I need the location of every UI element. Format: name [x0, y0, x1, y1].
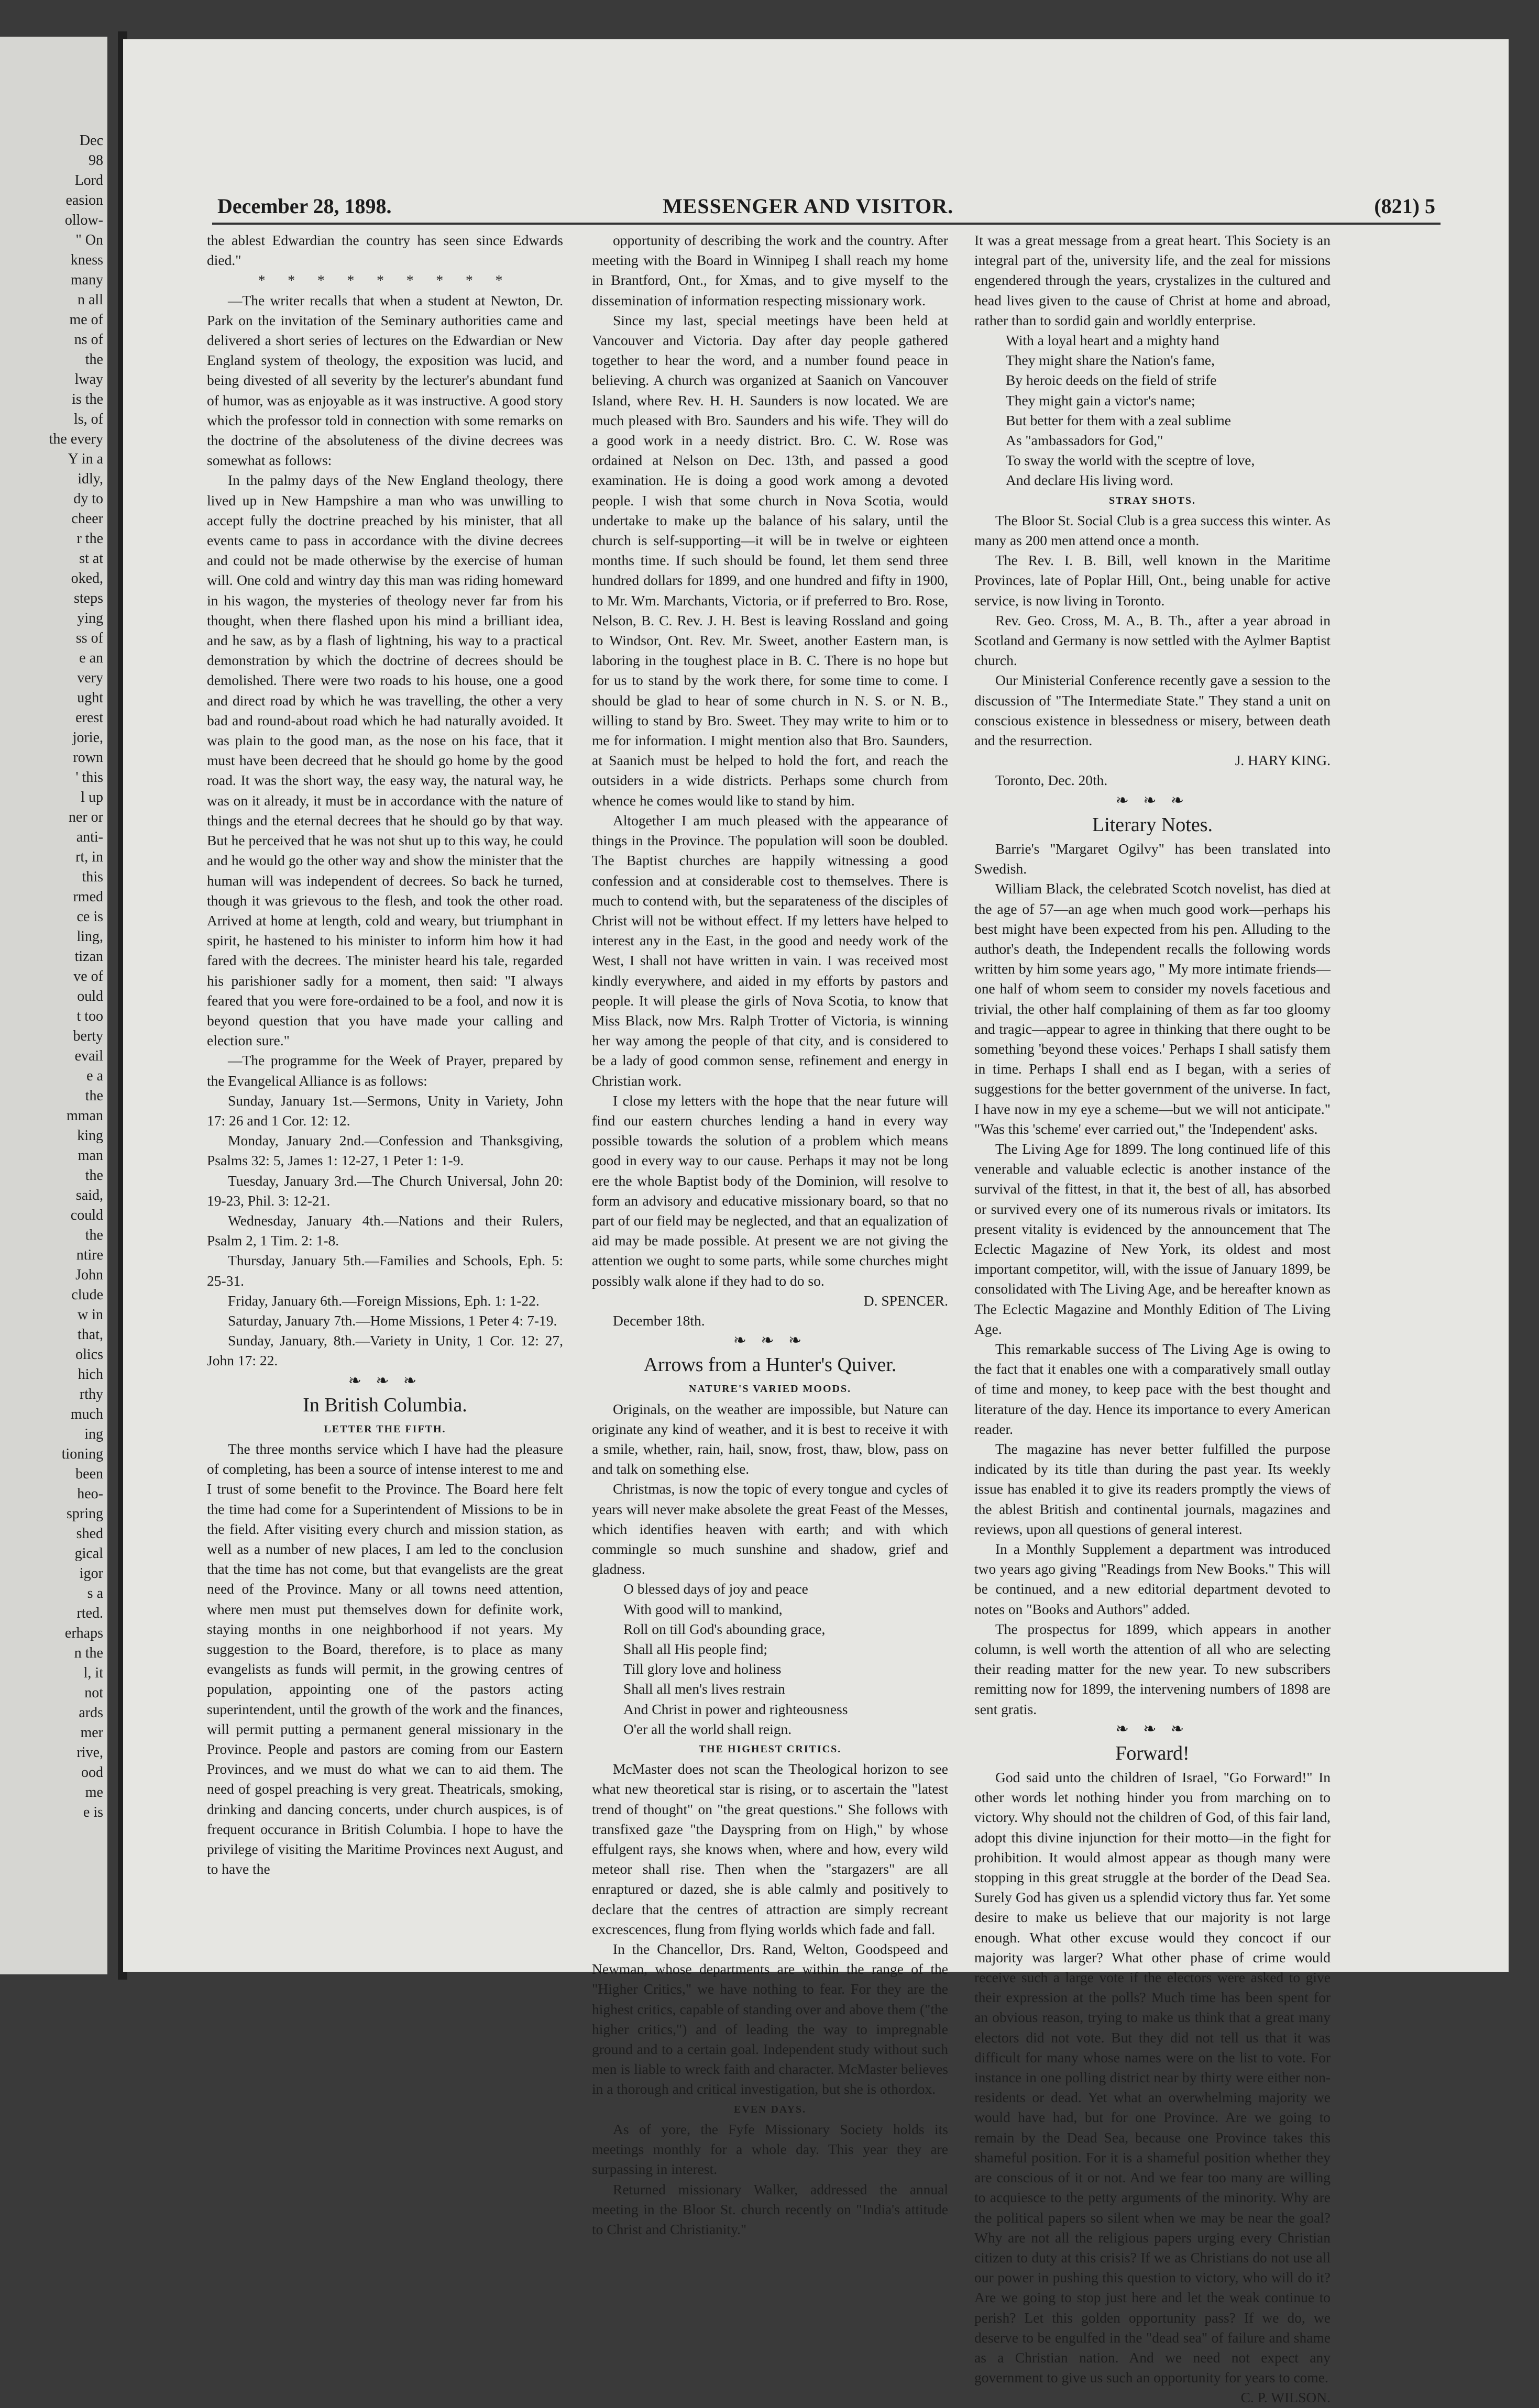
- ornament: ❧ ❧ ❧: [348, 1372, 422, 1389]
- article-paragraph: In a Monthly Supplement a department was introduced two years ago giving "Readings from New Books." This will be continued, and a new editorial department devoted to notes on "Books and Authors" added.: [974, 1541, 1331, 1617]
- section-subheading: EVEN DAYS.: [733, 2103, 807, 2115]
- adjacent-text-fragment: ying: [77, 610, 103, 626]
- article-paragraph: This remarkable success of The Living Age is owing to the fact that it enables one with a comparatively small outlay of time and money, to keep pace with the best thought and literature of the day. Hence its importance to every American reader.: [974, 1340, 1331, 1437]
- verse-line: By heroic deeds on the field of strife: [1006, 372, 1217, 389]
- adjacent-text-fragment: ss of: [75, 630, 103, 646]
- adjacent-text-fragment: the every: [49, 431, 103, 447]
- page-number: (821) 5: [1374, 194, 1435, 218]
- col1-intro: the ablest Edwardian the country has seen since Edwards died.": [207, 232, 563, 269]
- article-heading-forward: Forward!: [1115, 1742, 1190, 1765]
- adjacent-text-fragment: could: [70, 1207, 103, 1223]
- article-paragraph: William Black, the celebrated Scotch novelist, has died at the age of 57—an age when much good work—perhaps his best might have been expected from his pen. Alluding to the author's death, the Independent recalls the following words written by him some years ago, " My more intimate friends—one half of whom seem to consider my novels facetious and trivial, the other half complaining of them as far too gloomy and tragic—appear to agree in thinking that there ought to be something 'beyond these voices.' Perhaps I shall satisfy them in time. Perhaps I shall end as I began, with a series of suggestions for the better government of the universe. In fact, I have now in my eye a scheme—but we will not anticipate." "Was this 'scheme' ever carried out," the 'Independent' asks.: [974, 880, 1331, 1137]
- adjacent-text-fragment: anti-: [76, 829, 103, 845]
- adjacent-text-fragment: ould: [77, 988, 103, 1004]
- ornament: ❧ ❧ ❧: [1115, 791, 1190, 809]
- verse-line: To sway the world with the sceptre of love,: [1006, 452, 1255, 469]
- adjacent-text-fragment: e a: [86, 1068, 103, 1084]
- adjacent-text-fragment: is the: [72, 391, 103, 407]
- article-paragraph: The three months service which I have had the pleasure of completing, has been a source of intense interest to me and I trust of some benefit to the Province. The Board here felt the time had come for a Superintendent of Missions to be in the field. After visiting every church and mission station, as well as a number of new places, I am led to the conclusion that the time has not come, but that evangelists are the great need of the Province. Many or all towns need attention, where men must put themselves down for definite work, staying months in one neighborhood if not years. My suggestion to the Board, therefore, is to place as many evangelists as funds will permit, in the growing centres of population, appointing one of the pastors acting superintendent, until the growth of the work and the finances, will permit putting a permanent general missionary in the Province. People and pastors are coming from our Eastern Provinces, and we must do what we can to aid them. The need of gospel preaching is very great. Theatricals, smoking, drinking and dancing concerts, under church auspices, is of frequent occurance in British Columbia. I hope to have the privilege of visiting the Maritime Provinces next August, and to have the: [207, 1440, 563, 1877]
- adjacent-text-fragment: that,: [78, 1327, 103, 1343]
- adjacent-text-fragment: kness: [70, 252, 103, 268]
- article-paragraph: As of yore, the Fyfe Missionary Society holds its meetings monthly for a whole day. This year they are surpassing in interest.: [592, 2120, 948, 2178]
- adjacent-text-fragment: rmed: [73, 889, 103, 905]
- article-paragraph: —The writer recalls that when a student at Newton, Dr. Park on the invitation of the Seminary authorities came and delivered a short series of lectures on the Edwardian or New England system of theology, the exposition was lucid, and being divested of all severity by the lecturer's abundant fund of humor, was as enjoyable as it was instructive. A good story which the professor told in connection with some remarks on the doctrine of the absoluteness of the divine decrees was somewhat as follows:: [207, 292, 563, 469]
- adjacent-text-fragment: been: [75, 1466, 103, 1482]
- article-paragraph: The Bloor St. Social Club is a grea success this winter. As many as 200 men attend once a month.: [974, 512, 1331, 549]
- article-subheading: LETTER THE FIFTH.: [324, 1423, 446, 1435]
- article-paragraph: The Rev. I. B. Bill, well known in the Maritime Provinces, late of Poplar Hill, Ont., being unable for active service, is now living in Toronto.: [974, 552, 1331, 609]
- article-paragraph: Altogether I am much pleased with the appearance of things in the Province. The population will soon be doubled. The Baptist churches are happily witnessing a good confession and at considerable cost to themselves. There is much to contend with, but the separateness of the disciples of Christ will not be without effect. If my letters have helped to interest any in the East, in the good and needy work of the West, I shall not have written in vain. I was received most kindly everywhere, and aided in my efforts by pastors and people. It will please the girls of Nova Scotia, to know that Miss Black, now Mrs. Ralph Trotter of Victoria, is winning her way among the people of that city, and is considered to be a lady of good common sense, refinement and energy in Christian work.: [592, 812, 948, 1089]
- adjacent-text-fragment: l up: [81, 789, 103, 805]
- article-paragraph: In the Chancellor, Drs. Rand, Welton, Goodspeed and Newman, whose departments are within the range of the "Higher Critics," we have nothing to fear. For they are the highest critics, capable of standing over and above them ("the higher critics,") and of leading the way to impregnable ground and to a certain goal. Independent study without such men is liable to wreck faith and character. McMaster believes in a thorough and critical investigation, but she is othordox.: [592, 1941, 948, 2097]
- article-paragraph: In the palmy days of the New England theology, there lived up in New Hampshire a man who was unwilling to accept fully the doctrine preached by his minister, that all events came to pass in accordance with the divine decrees and could not be made otherwise by the exercise of human will. One cold and wintry day this man was riding homeward in his wagon, the mysteries of theology never far from his thought, when there flashed upon his mind a brilliant idea, and he saw, as by a flash of lightning, his way to a practical demonstration by which the doctrine of decrees should be demolished. There were two roads to his house, one a good and direct road by which he was travelling, the other a very bad and round-about road which he had naturally avoided. It was plain to the good man, as the nose on his face, that it must have been decreed that he should go home by the good road. It was the short way, the easy way, the natural way, he was on it already, it must be in accordance with the nature of things and the eternal decrees that he should go by that way. But he perceived that he was not shut up to this way, he could and he would go the other way and show the minister that the human will was independent of decrees. So back he turned, though it was grievous to the flesh, and took the other road. Arrived at home at length, cold and weary, but triumphant in spirit, he hastened to his minister to inform him how it had fared with the decrees. The minister heard his tale, regarded his parishioner sadly for a moment, then said: "I always feared that you were fore-ordained to be a fool, and now it is beyond question that you have made your calling and election sure.": [207, 472, 563, 1049]
- adjacent-text-fragment: steps: [74, 590, 103, 606]
- ornament: ❧ ❧ ❧: [733, 1332, 807, 1350]
- adjacent-text-fragment: me: [85, 1784, 103, 1801]
- adjacent-text-fragment: the: [85, 1167, 103, 1184]
- article-heading-arrows: Arrows from a Hunter's Quiver.: [643, 1354, 897, 1376]
- adjacent-text-fragment: l, it: [83, 1665, 103, 1681]
- adjacent-text-fragment: the: [85, 1227, 103, 1243]
- verse-line: And Christ in power and righteousness: [623, 1700, 848, 1717]
- article-paragraph: Our Ministerial Conference recently gave a session to the discussion of "The Intermediate State." They stand a unit on conscious existence in blessedness or misery, between death and the resurrection.: [974, 672, 1331, 749]
- verse-line: With a loyal heart and a mighty hand: [1006, 332, 1219, 349]
- signature: C. P. WILSON.: [1240, 2389, 1331, 2406]
- article-paragraph: Christmas, is now the topic of every tongue and cycles of years will never make absolete the great Feast of the Messes, which identifies heaven with earth; and with which commingle so much sunshine and shadow, grief and gladness.: [592, 1481, 948, 1577]
- letter-dateline: December 18th.: [613, 1312, 705, 1329]
- adjacent-text-fragment: heo-: [77, 1486, 103, 1502]
- adjacent-text-fragment: e is: [83, 1804, 103, 1820]
- adjacent-text-fragment: the: [85, 1088, 103, 1104]
- adjacent-text-fragment: many: [70, 272, 103, 288]
- adjacent-text-fragment: ing: [84, 1426, 103, 1442]
- article-paragraph: —The programme for the Week of Prayer, prepared by the Evangelical Alliance is as follows:: [207, 1052, 563, 1089]
- column-3: [974, 230, 1331, 2408]
- article-paragraph: Saturday, January 7th.—Home Missions, 1 Peter 4: 7-19.: [228, 1312, 557, 1329]
- verse-line: O blessed days of joy and peace: [623, 1581, 808, 1597]
- verse-line: Shall all His people find;: [623, 1641, 767, 1658]
- adjacent-text-fragment: mman: [67, 1108, 103, 1124]
- article-paragraph: God said unto the children of Israel, "Go Forward!" In other words let nothing hinder you from marching on to victory. Why should not the children of God, of this fair land, adopt this divine injunction for their motto—in the fight for prohibition. It would almost appear as though many were stopping in this great struggle at the border of the Dead Sea. Surely God has given us a splendid victory thus far. Yet some desire to make us believe that our majority is not large enough. What other excuse would they concoct if our majority was larger? What other phase of crime would receive such a large vote if the electors were asked to give their expression at the polls? Much time has been spent for an obvious reason, trying to make us think that a great many electors did not vote. But they did not tell us that it was difficult for many whose names were on the list to vote. For instance in one polling district near by thirty were either non-residents or dead. Yet what an overwhelming majority we would have had, but for one Province. Are we going to remain by the Dead Sea, because one Province takes this shameful position. For it is a shameful position whether they are conscious of it or not. And we fear too many are willing to acquiesce to the petty arguments of the minority. Why are the political papers so silent when we may be near the goal? Why are not all the religious papers urging every Christian citizen to duty at this crisis? If we as Christians do not use all our power in pushing this question to victory, who will do it? Are we going to stop just here and let the weak continue to perish? Let this golden opportunity pass? If we do, we deserve to be engulfed in the "dead sea" of failure and shame as a Christian nation. And we need not expect any government to give us such an opportunity for years to come.: [974, 1769, 1331, 2386]
- adjacent-text-fragment: r the: [76, 531, 103, 547]
- verse-line: Till glory love and holiness: [623, 1661, 782, 1677]
- verse-line: Roll on till God's abounding grace,: [623, 1620, 826, 1637]
- adjacent-text-fragment: w in: [78, 1307, 103, 1323]
- article-paragraph: I close my letters with the hope that the near future will find our eastern churches lending a hand in every way possible towards the solution of a problem which means good in every way to our cause. Perhaps it may not be long ere the whole Baptist body of the Dominion, will resolve to form an advisory and educative missionary board, so that no part of our field may be neglected, and that an equalization of aid may be made possible. At present we are not giving the attention we ought to some parts, while some churches might possibly walk alone if they had to do so.: [592, 1092, 948, 1289]
- article-paragraph: Rev. Geo. Cross, M. A., B. Th., after a year abroad in Scotland and Germany is now settled with the Aylmer Baptist church.: [974, 612, 1331, 669]
- article-paragraph: Originals, on the weather are impossible, but Nature can originate any kind of weather, and it is best to receive it with a smile, whether, rain, hail, snow, frost, thaw, blow, pass on and talk on something else.: [592, 1400, 948, 1477]
- adjacent-text-fragment: rthy: [79, 1386, 103, 1402]
- adjacent-text-fragment: the: [85, 351, 103, 368]
- adjacent-text-fragment: olics: [75, 1346, 103, 1363]
- adjacent-text-fragment: mer: [80, 1725, 103, 1741]
- adjacent-text-fragment: " On: [75, 232, 103, 248]
- article-paragraph: The prospectus for 1899, which appears in another column, is well worth the attention of all who are selecting their reading matter for the new year. To new subscribers remitting now for 1899, the intervening numbers of 1898 are sent gratis.: [974, 1620, 1331, 1717]
- adjacent-text-fragment: evail: [74, 1048, 103, 1064]
- column-2: [592, 230, 948, 2239]
- adjacent-text-fragment: rown: [73, 749, 103, 766]
- header-rule: [212, 223, 1441, 225]
- masthead-title: MESSENGER AND VISITOR.: [663, 194, 954, 218]
- verse-line: But better for them with a zeal sublime: [1006, 412, 1231, 428]
- adjacent-text-fragment: rt, in: [75, 849, 103, 865]
- adjacent-text-fragment: n the: [74, 1645, 103, 1661]
- adjacent-text-fragment: said,: [75, 1187, 103, 1203]
- adjacent-text-fragment: John: [75, 1267, 103, 1283]
- article-paragraph: Barrie's "Margaret Ogilvy" has been translated into Swedish.: [974, 840, 1331, 877]
- adjacent-text-fragment: st at: [79, 550, 103, 567]
- adjacent-text-fragment: ollow-: [64, 212, 103, 228]
- adjacent-text-fragment: gical: [74, 1545, 103, 1562]
- adjacent-text-fragment: ls, of: [74, 411, 103, 427]
- adjacent-text-fragment: man: [78, 1147, 103, 1164]
- adjacent-text-fragment: s a: [87, 1585, 103, 1601]
- article-paragraph: opportunity of describing the work and the country. After meeting with the Board in Winnipeg I shall reach my home in Brantford, Ont., for Xmas, and to give myself to the dissemination of information respecting missionary work.: [592, 232, 948, 308]
- adjacent-text-fragment: ce is: [76, 909, 103, 925]
- verse-line: With good will to mankind,: [623, 1600, 783, 1617]
- newspaper-page: [123, 39, 1509, 2406]
- adjacent-text-fragment: ntire: [76, 1247, 103, 1263]
- adjacent-text-fragment: tioning: [61, 1446, 103, 1462]
- adjacent-text-fragment: Lord: [74, 172, 103, 189]
- verse-line: And declare His living word.: [1006, 472, 1173, 489]
- article-paragraph: McMaster does not scan the Theological horizon to see what new theoretical star is rising, or to ascertain the "latest trend of thought" on "the great questions." She follows with transfixed gaze "the Dayspring from on High," by whose effulgent rays, she knows when, where and how, every wild meteor shall rise. Then when the "stargazers" are all enraptured or dazed, she is able calmly and positively to declare that the centres of attraction are simply recreant excrescences, flung from flying worlds which fade and fall.: [592, 1761, 948, 1937]
- adjacent-text-fragment: this: [82, 869, 103, 885]
- issue-date: December 28, 1898.: [217, 194, 392, 218]
- adjacent-text-fragment: easion: [65, 192, 103, 208]
- adjacent-text-fragment: igor: [79, 1565, 103, 1582]
- article-paragraph: Sunday, January, 8th.—Variety in Unity, 1 Cor. 12: 27, John 17: 22.: [207, 1332, 563, 1369]
- article-paragraph: Friday, January 6th.—Foreign Missions, Eph. 1: 1-22.: [228, 1292, 540, 1309]
- article-paragraph: Returned missionary Walker, addressed the annual meeting in the Bloor St. church recently on "India's attitude to Christ and Christianity.": [592, 2181, 948, 2237]
- adjacent-text-fragment: very: [77, 670, 103, 686]
- verse-line: O'er all the world shall reign.: [623, 1720, 792, 1737]
- section-divider-stars: * * * * * * * * *: [258, 272, 512, 289]
- adjacent-page-fragment: [0, 37, 107, 1974]
- adjacent-text-fragment: me of: [69, 312, 103, 328]
- adjacent-text-fragment: erhaps: [64, 1625, 103, 1641]
- adjacent-text-fragment: rive,: [76, 1744, 103, 1761]
- dateline: Toronto, Dec. 20th.: [995, 772, 1108, 789]
- article-heading-literary-notes: Literary Notes.: [1092, 813, 1213, 836]
- adjacent-text-fragment: ught: [77, 690, 103, 706]
- adjacent-text-fragment: idly,: [78, 471, 103, 487]
- adjacent-text-fragment: ns of: [74, 332, 103, 348]
- verse-line: They might gain a victor's name;: [1006, 392, 1195, 408]
- adjacent-text-fragment: Dec: [79, 132, 103, 149]
- article-paragraph: Wednesday, January 4th.—Nations and their Rulers, Psalm 2, 1 Tim. 2: 1-8.: [207, 1212, 563, 1249]
- verse-line: As "ambassadors for God,": [1006, 432, 1163, 449]
- adjacent-text-fragment: Y in a: [68, 451, 103, 467]
- article-paragraph: The magazine has never better fulfilled the purpose indicated by its title than during the past year. Its weekly issue has enabled it to give its readers promptly the views of the ablest British and continental journals, magazines and reviews, upon all questions of general interest.: [974, 1440, 1331, 1537]
- adjacent-text-fragment: e an: [79, 650, 103, 666]
- adjacent-text-fragment: not: [84, 1685, 103, 1701]
- adjacent-text-fragment: jorie,: [72, 730, 103, 746]
- adjacent-text-fragment: ner or: [68, 809, 103, 825]
- adjacent-text-fragment: ' this: [75, 769, 103, 786]
- article-paragraph: The Living Age for 1899. The long continued life of this venerable and valuable eclectic is another instance of the survival of the fittest, in that it, the best of all, has absorbed or survived every one of its numerous rivals or imitators. Its present vitality is evidenced by the announcement that The Eclectic Magazine of New York, its oldest and most important competitor, will, with the issue of January 1899, be consolidated with The Living Age, and be hereafter known as The Eclectic Magazine and Monthly Edition of The Living Age.: [974, 1140, 1331, 1337]
- verse-line: Shall all men's lives restrain: [623, 1681, 785, 1697]
- article-heading-british-columbia: In British Columbia.: [303, 1394, 467, 1416]
- article-paragraph: Since my last, special meetings have been held at Vancouver and Victoria. Day after day people gathered together to hear the word, and a number found peace in believing. A church was organized at Saanich on Vancouver Island, where Rev. H. H. Saunders is now located. We are much pleased with Bro. Saunders and his wife. They will do a good work in a needy district. Bro. C. W. Rose was ordained at Nelson on Dec. 13th, and passed a good examination. He is doing a good work among a devoted people. I wish that some church in Nova Scotia, would undertake to make up the balance of his salary, until the church is self-supporting—it will be in twelve or eighteen months time. If such should be found, let them send three hundred dollars for 1899, and one hundred and fifty in 1900, to Mr. Wm. Marchants, Victoria, or if preferred to Bro. Rose, Nelson, B. C. Rev. J. H. Best is leaving Rossland and going to Windsor, Ont. Rev. Mr. Sweet, another Eastern man, is laboring in the toughest place in B. C. There is no hope but for us to stand by the work there, for some time to come. I should be glad to hear of some church in N. S. or N. B., willing to stand by Bro. Sweet. They may write to him or to me for information. I might mention also that Bro. Saunders, at Saanich must be helped to hold the fort, and reach the outsiders in a wide districts. Perhaps some church from whence he comes would like to stand by him.: [592, 312, 948, 809]
- verse-line: They might share the Nation's fame,: [1006, 352, 1215, 369]
- col3-intro: It was a great message from a great heart. This Society is an integral part of the, university life, and the zeal for missions engendered through the years, crystalizes in the cultured and head lives given to the cause of Christ at home and abroad, rather than to sordid gain and worldly enterprise.: [974, 232, 1331, 328]
- adjacent-text-fragment: dy to: [73, 491, 103, 507]
- adjacent-text-fragment: hich: [78, 1366, 103, 1383]
- signature: J. HARY KING.: [1235, 752, 1331, 769]
- adjacent-text-fragment: spring: [67, 1506, 103, 1522]
- adjacent-text-fragment: ood: [81, 1764, 103, 1781]
- adjacent-text-fragment: berty: [73, 1028, 103, 1044]
- adjacent-text-fragment: ve of: [73, 968, 103, 985]
- column-1: [207, 230, 563, 1879]
- article-paragraph: Sunday, January 1st.—Sermons, Unity in Variety, John 17: 26 and 1 Cor. 12: 12.: [207, 1092, 563, 1129]
- letter-signature: D. SPENCER.: [863, 1292, 948, 1309]
- ornament: ❧ ❧ ❧: [1115, 1720, 1190, 1738]
- adjacent-text-fragment: cheer: [71, 511, 103, 527]
- section-subheading: NATURE'S VARIED MOODS.: [688, 1383, 852, 1395]
- adjacent-text-fragment: much: [70, 1406, 103, 1422]
- adjacent-text-fragment: oked,: [71, 570, 103, 587]
- adjacent-text-fragment: 98: [89, 152, 103, 169]
- article-paragraph: Thursday, January 5th.—Families and Schools, Eph. 5: 25-31.: [207, 1252, 563, 1289]
- adjacent-text-fragment: ling,: [76, 929, 103, 945]
- adjacent-text-fragment: ards: [79, 1705, 103, 1721]
- adjacent-text-fragment: rted.: [76, 1605, 103, 1621]
- adjacent-text-fragment: erest: [75, 710, 103, 726]
- section-subheading: THE HIGHEST CRITICS.: [698, 1743, 842, 1755]
- adjacent-text-fragment: shed: [76, 1526, 103, 1542]
- adjacent-text-fragment: tizan: [74, 948, 103, 965]
- adjacent-text-fragment: lway: [74, 371, 103, 388]
- adjacent-text-fragment: t too: [76, 1008, 103, 1024]
- adjacent-text-fragment: clude: [71, 1287, 103, 1303]
- article-paragraph: Monday, January 2nd.—Confession and Thanksgiving, Psalms 32: 5, James 1: 12-27, 1 Peter 1: 1-9.: [207, 1132, 563, 1169]
- page-header: [217, 194, 1435, 221]
- article-paragraph: Tuesday, January 3rd.—The Church Universal, John 20: 19-23, Phil. 3: 12-21.: [207, 1172, 563, 1209]
- adjacent-text-fragment: king: [77, 1128, 103, 1144]
- section-subheading: STRAY SHOTS.: [1109, 494, 1196, 506]
- adjacent-text-fragment: n all: [78, 292, 103, 308]
